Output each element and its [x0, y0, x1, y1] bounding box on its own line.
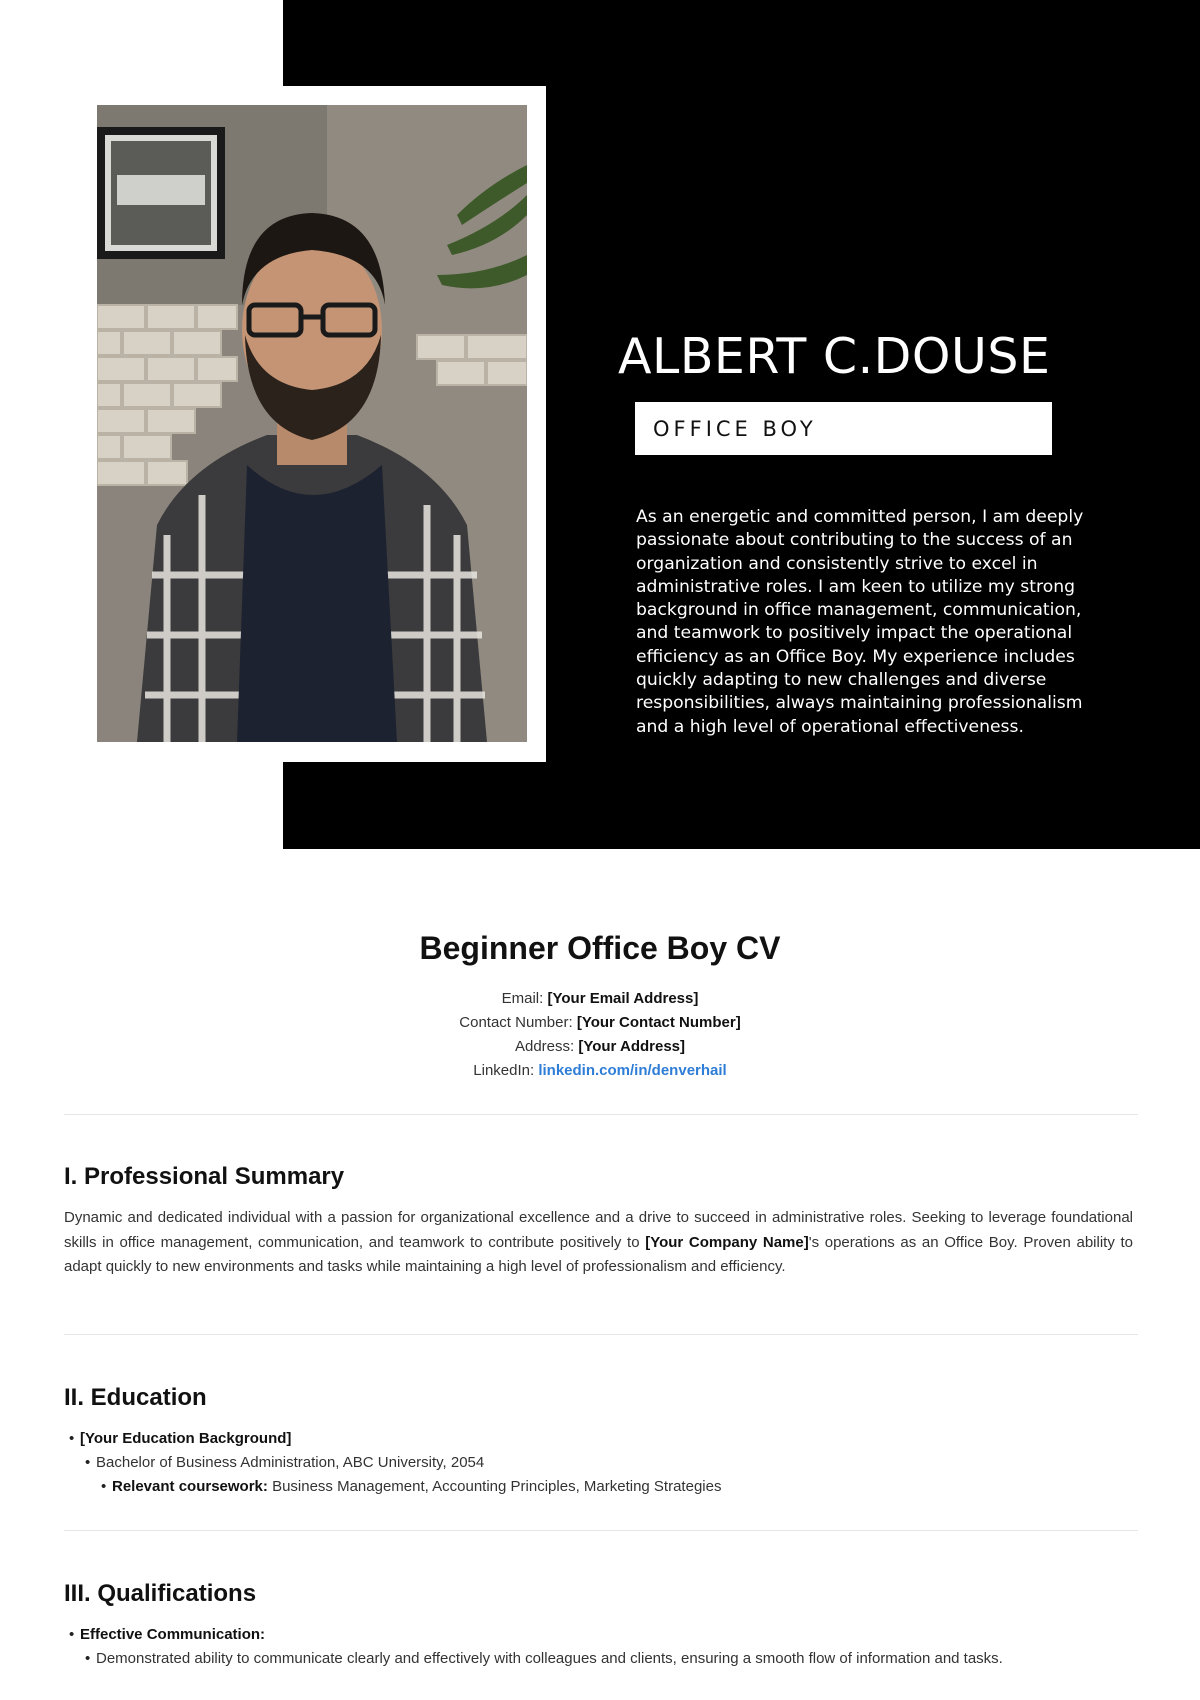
list-item — [64, 1647, 1136, 1671]
contact-block — [0, 987, 1200, 1083]
contact-phone — [0, 1011, 1200, 1035]
linkedin-link[interactable]: linkedin.com/in/denverhail — [538, 1062, 727, 1079]
document-title: Beginner Office Boy CV — [419, 930, 781, 966]
divider — [64, 1530, 1138, 1531]
linkedin-label: LinkedIn: — [473, 1062, 535, 1079]
list-item — [64, 1427, 1144, 1451]
hero-name: ALBERT C.DOUSE — [618, 328, 1051, 385]
company-name-placeholder: [Your Company Name] — [645, 1233, 809, 1251]
qualification-title: Effective Communication: — [80, 1626, 266, 1643]
phone-value: [Your Contact Number] — [576, 1014, 741, 1031]
divider — [64, 1334, 1138, 1335]
profile-photo — [97, 105, 527, 742]
address-label: Address: — [514, 1038, 575, 1055]
section-heading-education: II. Education — [64, 1384, 207, 1411]
contact-address — [0, 1035, 1200, 1059]
hero-summary: As an energetic and committed person, I am deeply passionate about contributing to the success of an organization and consistently strive to excel in administrative roles. I am keen to utilize my strong background in office management, communication, and teamwork to positively impact the operational efficiency as an Office Boy. My experience includes quickly adapting to new challenges and diverse responsibilities, always maintaining professionalism and a high level of operational effectiveness. — [636, 507, 1084, 737]
qualification-detail: Demonstrated ability to communicate clearly and effectively with colleagues and clients, ensuring a smooth flow of information and tasks. — [96, 1650, 1003, 1667]
education-degree: Bachelor of Business Administration, ABC University, 2054 — [96, 1454, 485, 1471]
address-value: [Your Address] — [578, 1038, 686, 1055]
phone-label: Contact Number: — [459, 1014, 573, 1031]
email-value: [Your Email Address] — [547, 990, 699, 1007]
summary-text-after: 's operations as an Office Boy. Proven ability to adapt quickly to new environments and tasks while maintaining a high level of professionalism and efficiency. — [64, 1233, 1133, 1275]
contact-email — [0, 987, 1200, 1011]
education-list — [64, 1427, 1144, 1499]
section-heading-summary: I. Professional Summary — [64, 1163, 345, 1190]
coursework-label: Relevant coursework: — [112, 1478, 268, 1495]
divider — [64, 1114, 1138, 1115]
job-title: OFFICE BOY — [653, 417, 817, 441]
summary-text-before: Dynamic and dedicated individual with a passion for organizational excellence and a drive to succeed in administrative roles. Seeking to leverage foundational skills in office management, communication, and teamwork to contribute positively to — [64, 1209, 1133, 1251]
contact-linkedin — [0, 1059, 1200, 1083]
job-title-box — [635, 402, 1052, 455]
education-background: [Your Education Background] — [80, 1430, 292, 1447]
professional-summary-text — [64, 1206, 1133, 1280]
email-label: Email: — [501, 990, 544, 1007]
list-item — [64, 1475, 1144, 1499]
section-heading-qualifications: III. Qualifications — [64, 1580, 257, 1607]
list-item — [64, 1451, 1144, 1475]
qualifications-list — [64, 1623, 1144, 1671]
coursework-value: Business Management, Accounting Principles, Marketing Strategies — [272, 1478, 722, 1495]
list-item — [64, 1623, 1144, 1647]
